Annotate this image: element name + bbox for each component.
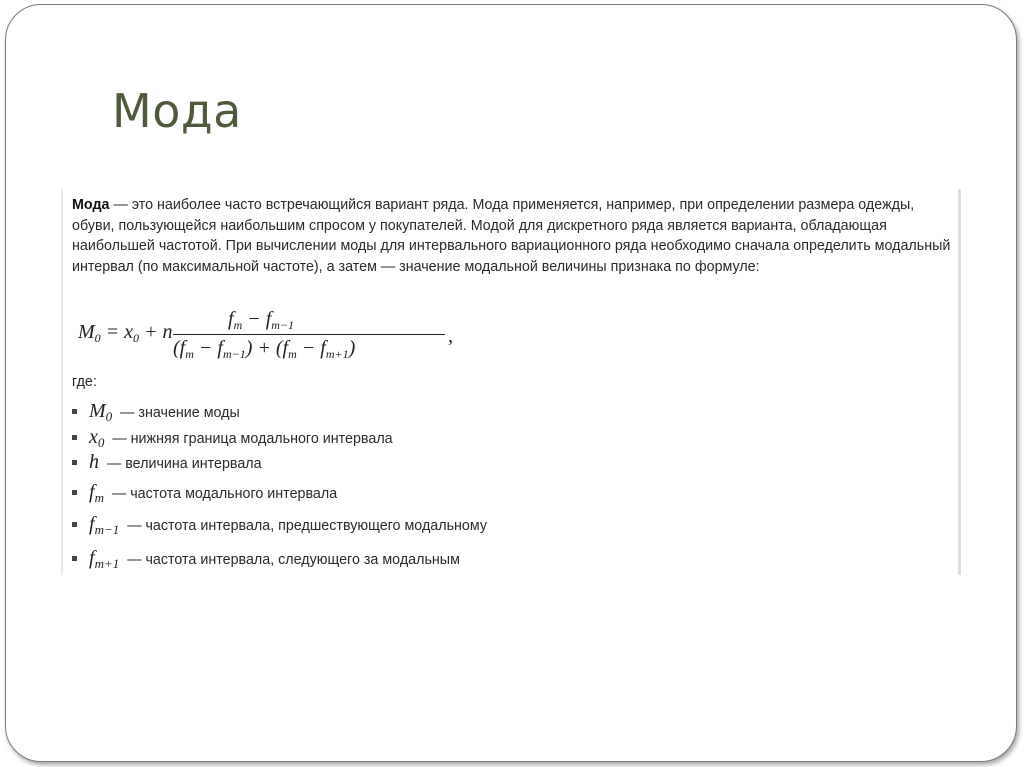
slide-title: Мода [112,84,242,138]
legend-item-x0: $x_0$ — нижняя граница модального интервала [72,426,393,451]
formula-denominator: $(f_m - f_{m-1}) + (f_m - f_{m+1})$ [173,337,356,361]
definition-term: Мода [72,197,110,213]
definition-text: — это наиболее часто встречающийся вариант ряда. Мода применяется, например, при определении размера одежды, обуви, пользующейся наибольшим спросом у покупателей. Модой для дискретного ряда является варианта, обладающая наибольшей частотой. При вычислении моды для интервального вариационного ряда необходимо сначала определить модальный интервал (по максимальной частоте), а затем — значение модальной величины признака по формуле: [72,197,951,275]
legend-item-fm+1: $f_{m+1}$ — частота интервала, следующего за модальным [72,547,460,572]
definition-paragraph [72,195,952,277]
legend-item-m0: $M_0$ — значение моды [72,400,240,425]
formula-lhs: $M_0 = x_0 + n$ [78,321,173,345]
formula-fraction-bar [173,334,445,335]
panel-border-right [958,189,961,575]
where-label: где: [72,374,97,390]
panel-border-left [61,189,63,575]
legend-item-fm: $f_m$ — частота модального интервала [72,481,337,506]
legend-item-h: h — величина интервала [72,451,262,476]
formula-numerator: $f_m - f_{m-1}$ [228,308,295,332]
formula-comma: , [448,325,453,347]
legend-item-fm-1: $f_{m-1}$ — частота интервала, предшествующего модальному [72,513,487,538]
